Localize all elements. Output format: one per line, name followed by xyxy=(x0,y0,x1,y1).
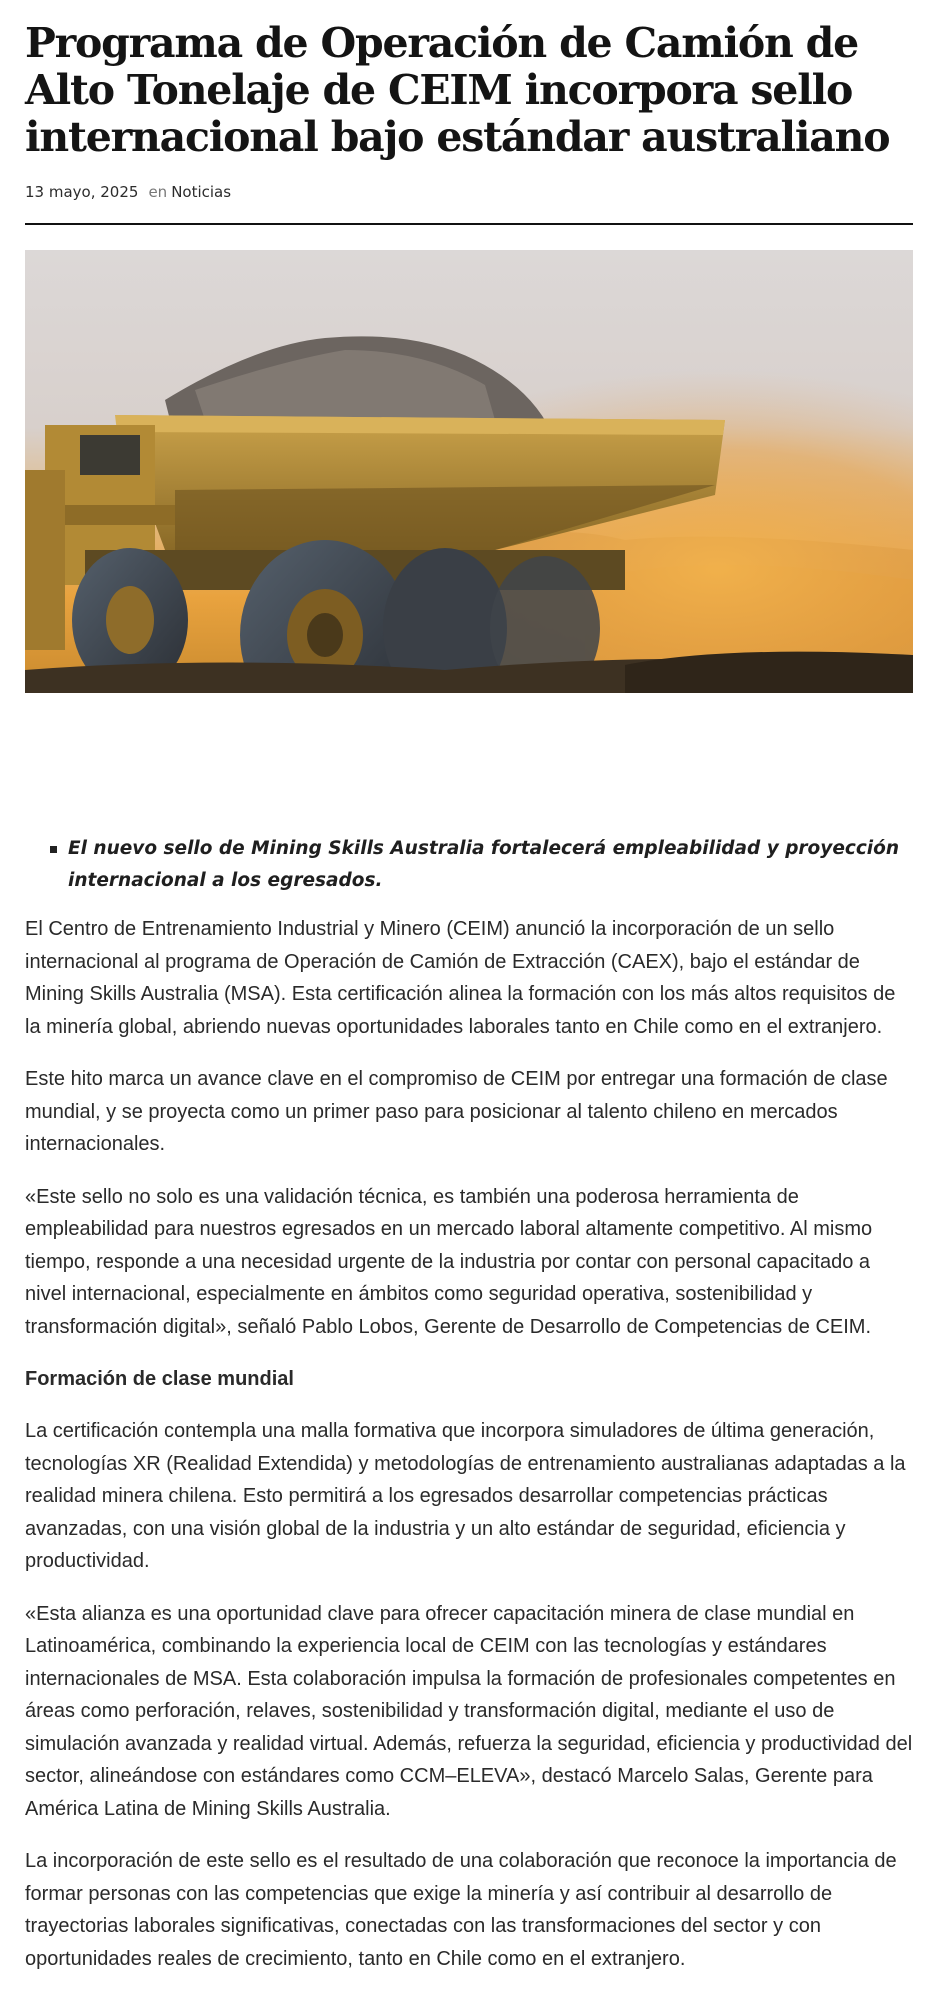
category-prefix: en xyxy=(148,183,168,201)
section-subheading: Formación de clase mundial xyxy=(25,1368,294,1390)
quote-paragraph: «Este sello no solo es una validación técnica, es también una poderosa herramienta de empleabilidad para nuestros egresados en un mercado laboral altamente competitivo. Al mismo tiempo, responde a una necesidad urgente de la industria por contar con personal capacitado a nivel internacional, especialmente en ámbitos como seguridad operativa, sostenibilidad y transformación digital», señaló Pablo Lobos, Gerente de Desarrollo de Competencias de CEIM. xyxy=(25,1185,873,1338)
hero-image xyxy=(25,250,913,693)
article-meta xyxy=(25,183,913,203)
paragraph: El Centro de Entrenamiento Industrial y Minero (CEIM) anunció la incorporación de un sello internacional al programa de Operación de Camión de Extracción (CAEX), bajo el estándar de Mining Skills Australia (MSA). Esta certificación alinea la formación con los más altos requisitos de la minería global, abriendo nuevas oportunidades laborales tanto en Chile como en el extranjero. xyxy=(25,918,896,1038)
title-divider xyxy=(25,223,913,225)
article-date: 13 mayo, 2025 xyxy=(25,183,139,201)
highlights-list xyxy=(25,833,913,897)
paragraph: La incorporación de este sello es el resultado de una colaboración que reconoce la importancia de formar personas con las competencias que exige la minería y así contribuir al desarrollo de trayectorias laborales significativas, conectadas con las transformaciones del sector y con oportunidades reales de crecimiento, tanto en Chile como en el extranjero. xyxy=(25,1850,897,1970)
haul-truck-illustration xyxy=(25,250,913,693)
paragraph: Este hito marca un avance clave en el compromiso de CEIM por entregar una formación de clase mundial, y se proyecta como un primer paso para posicionar al talento chileno en mercados internacionales. xyxy=(25,1068,888,1155)
article-title: Programa de Operación de Camión de Alto Tonelaje de CEIM incorpora sello internacional bajo estándar australiano xyxy=(25,19,890,161)
quote-paragraph: «Esta alianza es una oportunidad clave para ofrecer capacitación minera de clase mundial en Latinoamérica, combinando la experiencia local de CEIM con las tecnologías y estándares internacionales de MSA. Esta colaboración impulsa la formación de profesionales competentes en áreas como perforación, relaves, sostenibilidad y transformación digital, mediante el uso de simulación avanzada y realidad virtual. Además, refuerza la seguridad, eficiencia y productividad del sector, alineándose con estándares como CCM–ELEVA», destacó Marcelo Salas, Gerente para América Latina de Mining Skills Australia. xyxy=(25,1602,913,1820)
highlight-item: El nuevo sello de Mining Skills Australia fortalecerá empleabilidad y proyección internacional a los egresados. xyxy=(68,833,913,897)
article xyxy=(25,0,913,1975)
category-link[interactable]: Noticias xyxy=(171,183,232,201)
paragraph: La certificación contempla una malla formativa que incorpora simuladores de última generación, tecnologías XR (Realidad Extendida) y metodologías de entrenamiento australianas adaptadas a la realidad minera chilena. Esto permitirá a los egresados desarrollar competencias prácticas avanzadas, con una visión global de la industria y un alto estándar de seguridad, eficiencia y productividad. xyxy=(25,1420,906,1572)
bullet-icon xyxy=(50,846,57,853)
